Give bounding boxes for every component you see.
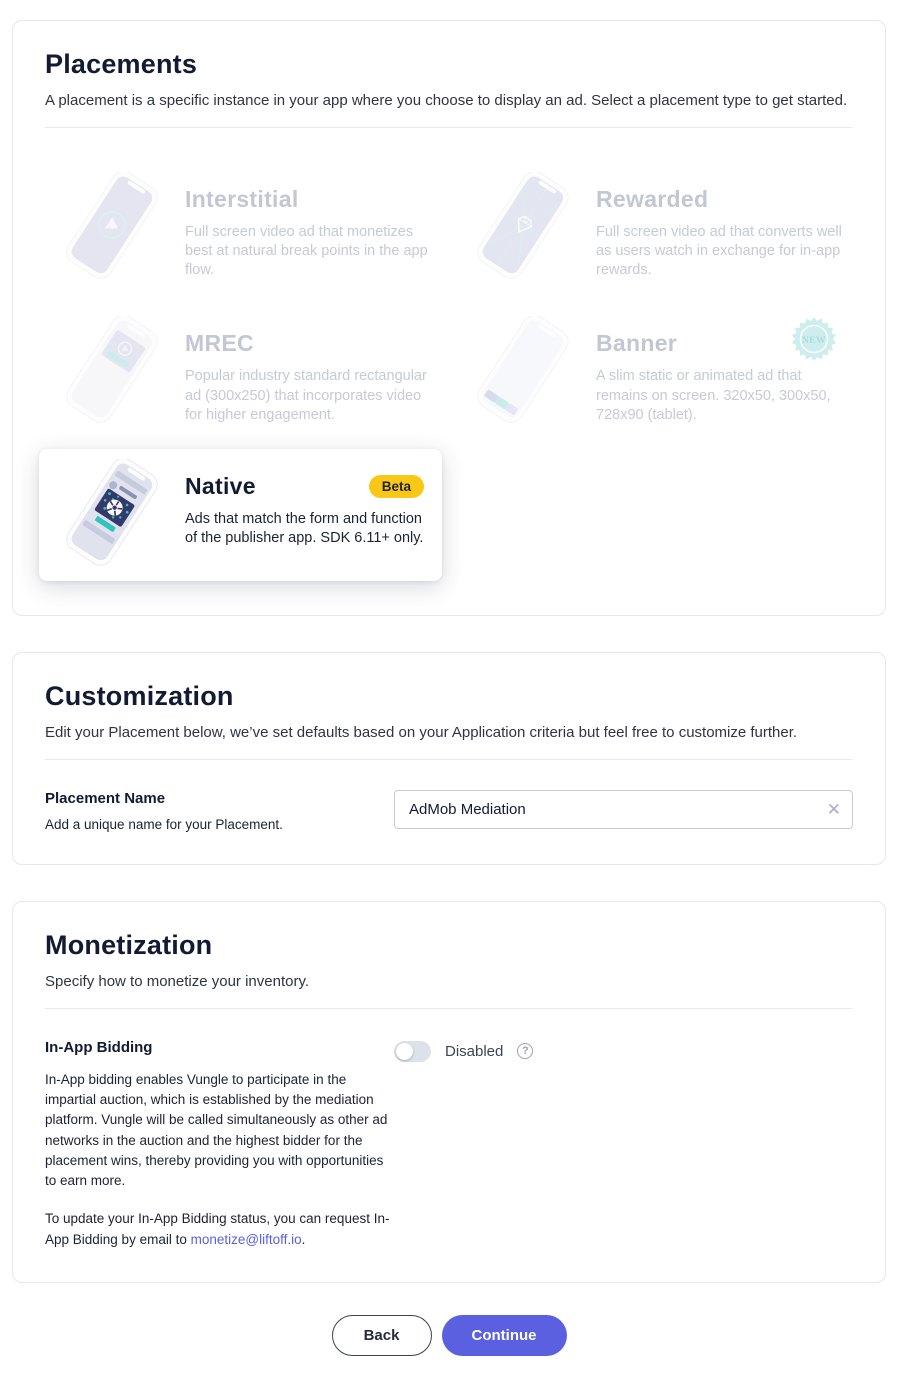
in-app-bidding-state: Disabled [445, 1042, 504, 1060]
placement-type-native[interactable] [39, 449, 442, 581]
in-app-bidding-label: In-App Bidding [45, 1038, 153, 1056]
divider [45, 127, 853, 128]
back-button[interactable]: Back [332, 1315, 432, 1356]
monetization-section [12, 901, 886, 1283]
update-note-text: To update your In-App Bidding status, you can request In-App Bidding by email to [45, 1211, 390, 1247]
placement-type-description: Popular industry standard rectangular ad (300x250) that incorporates video for higher engagement. [185, 368, 427, 423]
placement-type-description: Full screen video ad that converts well as users watch in exchange for in-app rewards. [596, 224, 842, 279]
mrec-phone-icon [49, 316, 171, 424]
customization-section [12, 652, 886, 865]
placement-type-rewarded[interactable] [456, 166, 853, 286]
placement-type-description: A slim static or animated ad that remains on screen. 320x50, 300x50, 728x90 (tablet). [596, 368, 831, 423]
placement-name-row [45, 790, 853, 832]
in-app-bidding-update-note [45, 1209, 390, 1250]
placements-section [12, 20, 886, 616]
svg-text:NEW: NEW [801, 336, 827, 347]
interstitial-phone-icon [49, 172, 171, 280]
placement-type-title: Banner [596, 330, 678, 357]
divider [45, 759, 853, 760]
placement-type-interstitial[interactable] [45, 166, 442, 286]
beta-badge: Beta [369, 475, 424, 498]
rewarded-phone-icon [460, 172, 582, 280]
monetization-title: Monetization [45, 929, 213, 960]
native-phone-icon [49, 459, 171, 567]
placement-type-description: Full screen video ad that monetizes best at natural break points in the app flow. [185, 224, 428, 279]
placement-type-title: MREC [185, 330, 254, 357]
placement-type-title: Rewarded [596, 186, 709, 212]
placement-type-banner[interactable] [456, 310, 853, 430]
placement-type-title: Native [185, 472, 256, 499]
footer-actions [0, 1315, 898, 1356]
help-icon[interactable]: ? [517, 1043, 533, 1059]
divider [45, 1008, 853, 1009]
continue-button[interactable]: Continue [442, 1315, 567, 1356]
placement-type-description: Ads that match the form and function of the publisher app. SDK 6.11+ only. [185, 510, 424, 546]
new-badge-icon [791, 316, 837, 362]
placements-subtitle: A placement is a specific instance in your app where you choose to display an ad. Select a placement type to get started. [45, 92, 848, 109]
in-app-bidding-toggle[interactable] [394, 1041, 431, 1062]
in-app-bidding-description: In-App bidding enables Vungle to participate in the impartial auction, which is established by the mediation platform. Vungle will be called simultaneously as other ad networks in the auction and the highest bidder for the placement wins, thereby providing you with opportunities to earn more. [45, 1071, 388, 1188]
placement-name-label: Placement Name [45, 789, 166, 807]
monetize-email-link[interactable]: monetize@liftoff.io [190, 1231, 302, 1247]
note-suffix: . [301, 1231, 306, 1247]
toggle-knob [396, 1043, 413, 1060]
placement-name-hint: Add a unique name for your Placement. [45, 816, 283, 832]
placements-title: Placements [45, 49, 198, 79]
placement-type-title: Interstitial [185, 186, 299, 212]
banner-phone-icon [460, 316, 582, 424]
in-app-bidding-row [45, 1039, 853, 1250]
customization-subtitle: Edit your Placement below, we’ve set defaults based on your Application criteria but feel free to customize further. [45, 723, 798, 741]
placement-type-mrec[interactable] [45, 310, 442, 430]
placement-name-input[interactable] [394, 790, 853, 829]
customization-title: Customization [45, 680, 234, 711]
placement-type-grid [45, 166, 853, 581]
monetization-subtitle: Specify how to monetize your inventory. [45, 972, 310, 990]
clear-input-icon[interactable]: ✕ [826, 799, 841, 819]
